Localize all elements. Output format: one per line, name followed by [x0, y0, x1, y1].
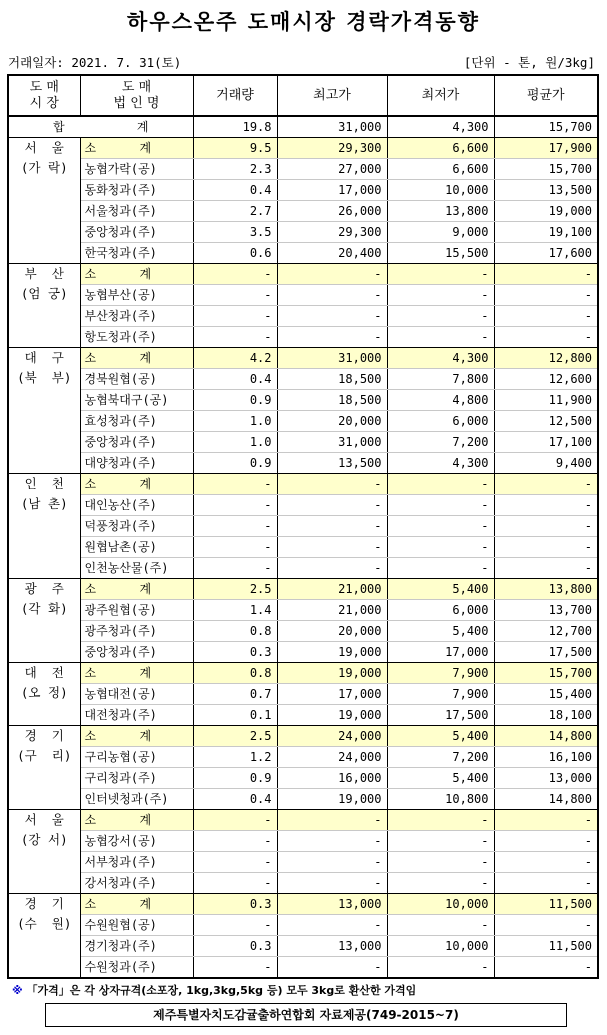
min-price-cell: 4,300	[387, 348, 494, 369]
min-price-cell: -	[387, 264, 494, 285]
volume-cell: -	[193, 264, 277, 285]
table-row	[8, 873, 598, 894]
min-price-cell: -	[387, 810, 494, 831]
corp-name: 부산청과(주)	[80, 306, 193, 327]
table-row	[8, 222, 598, 243]
total-min: 4,300	[387, 116, 494, 138]
avg-price-cell: 14,800	[494, 726, 598, 747]
avg-price-cell: 15,700	[494, 159, 598, 180]
table-row	[8, 768, 598, 789]
table-row	[8, 390, 598, 411]
header-max: 최고가	[277, 75, 387, 116]
corp-name: 원협남촌(공)	[80, 537, 193, 558]
min-price-cell: -	[387, 873, 494, 894]
avg-price-cell: 13,000	[494, 768, 598, 789]
trade-date: 거래일자: 2021. 7. 31(토)	[8, 55, 182, 70]
corp-name: 구리농협(공)	[80, 747, 193, 768]
min-price-cell: 6,000	[387, 411, 494, 432]
corp-name: 중앙청과(주)	[80, 432, 193, 453]
table-row	[8, 432, 598, 453]
max-price-cell: 17,000	[277, 180, 387, 201]
min-price-cell: 7,200	[387, 747, 494, 768]
corp-name: 농협가락(공)	[80, 159, 193, 180]
market-region: 서 울 (가 락)	[8, 138, 80, 264]
total-row	[8, 116, 598, 138]
min-price-cell: 6,600	[387, 159, 494, 180]
total-volume: 19.8	[193, 116, 277, 138]
table-row	[8, 831, 598, 852]
table-row	[8, 684, 598, 705]
max-price-cell: -	[277, 957, 387, 979]
min-price-cell: 10,000	[387, 894, 494, 915]
table-row	[8, 159, 598, 180]
avg-price-cell: 15,700	[494, 663, 598, 684]
max-price-cell: -	[277, 852, 387, 873]
min-price-cell: -	[387, 285, 494, 306]
max-price-cell: 21,000	[277, 600, 387, 621]
volume-cell: 2.3	[193, 159, 277, 180]
max-price-cell: 19,000	[277, 663, 387, 684]
corp-name: 서울청과(주)	[80, 201, 193, 222]
corp-name: 구리청과(주)	[80, 768, 193, 789]
avg-price-cell: 13,800	[494, 579, 598, 600]
price-table	[7, 74, 599, 979]
corp-name: 소 계	[80, 579, 193, 600]
volume-cell: 0.9	[193, 453, 277, 474]
table-row	[8, 621, 598, 642]
avg-price-cell: -	[494, 264, 598, 285]
volume-cell: 0.3	[193, 936, 277, 957]
table-row	[8, 852, 598, 873]
corp-name: 광주원협(공)	[80, 600, 193, 621]
min-price-cell: 9,000	[387, 222, 494, 243]
min-price-cell: 6,600	[387, 138, 494, 159]
volume-cell: 9.5	[193, 138, 277, 159]
max-price-cell: 19,000	[277, 705, 387, 726]
corp-name: 항도청과(주)	[80, 327, 193, 348]
volume-cell: 0.8	[193, 663, 277, 684]
min-price-cell: 5,400	[387, 621, 494, 642]
avg-price-cell: 17,100	[494, 432, 598, 453]
header-volume: 거래량	[193, 75, 277, 116]
volume-cell: -	[193, 915, 277, 936]
max-price-cell: 24,000	[277, 747, 387, 768]
min-price-cell: -	[387, 957, 494, 979]
min-price-cell: -	[387, 306, 494, 327]
avg-price-cell: 13,500	[494, 180, 598, 201]
avg-price-cell: 9,400	[494, 453, 598, 474]
avg-price-cell: 17,900	[494, 138, 598, 159]
table-row	[8, 705, 598, 726]
max-price-cell: -	[277, 264, 387, 285]
avg-price-cell: 17,500	[494, 642, 598, 663]
avg-price-cell: 12,500	[494, 411, 598, 432]
corp-name: 소 계	[80, 894, 193, 915]
min-price-cell: 17,000	[387, 642, 494, 663]
min-price-cell: 7,800	[387, 369, 494, 390]
volume-cell: -	[193, 558, 277, 579]
volume-cell: 2.5	[193, 579, 277, 600]
avg-price-cell: 13,700	[494, 600, 598, 621]
source-box: 제주특별자치도감귤출하연합회 자료제공(749-2015~7)	[45, 1003, 567, 1027]
avg-price-cell: -	[494, 327, 598, 348]
min-price-cell: -	[387, 831, 494, 852]
table-row	[8, 453, 598, 474]
max-price-cell: -	[277, 495, 387, 516]
corp-name: 광주청과(주)	[80, 621, 193, 642]
table-row	[8, 936, 598, 957]
volume-cell: 0.3	[193, 894, 277, 915]
table-row	[8, 369, 598, 390]
avg-price-cell: -	[494, 558, 598, 579]
max-price-cell: -	[277, 810, 387, 831]
min-price-cell: 10,800	[387, 789, 494, 810]
corp-name: 농협부산(공)	[80, 285, 193, 306]
corp-name: 소 계	[80, 663, 193, 684]
avg-price-cell: -	[494, 957, 598, 979]
table-row	[8, 600, 598, 621]
note-symbol: ※	[12, 984, 23, 997]
min-price-cell: 17,500	[387, 705, 494, 726]
volume-cell: -	[193, 285, 277, 306]
table-row	[8, 642, 598, 663]
subtotal-row	[8, 894, 598, 915]
market-region: 경 기 (구 리)	[8, 726, 80, 810]
page-title: 하우스온주 도매시장 경락가격동향	[127, 10, 480, 34]
corp-name: 경북원협(공)	[80, 369, 193, 390]
avg-price-cell: 19,100	[494, 222, 598, 243]
volume-cell: -	[193, 810, 277, 831]
avg-price-cell: 12,800	[494, 348, 598, 369]
volume-cell: 4.2	[193, 348, 277, 369]
corp-name: 중앙청과(주)	[80, 642, 193, 663]
min-price-cell: -	[387, 537, 494, 558]
volume-cell: -	[193, 327, 277, 348]
min-price-cell: 7,200	[387, 432, 494, 453]
max-price-cell: -	[277, 873, 387, 894]
min-price-cell: 10,000	[387, 936, 494, 957]
corp-name: 소 계	[80, 264, 193, 285]
volume-cell: 0.3	[193, 642, 277, 663]
volume-cell: 2.5	[193, 726, 277, 747]
volume-cell: -	[193, 537, 277, 558]
max-price-cell: 29,300	[277, 222, 387, 243]
corp-name: 소 계	[80, 810, 193, 831]
corp-name: 농협강서(공)	[80, 831, 193, 852]
avg-price-cell: 18,100	[494, 705, 598, 726]
avg-price-cell: 19,000	[494, 201, 598, 222]
max-price-cell: 20,400	[277, 243, 387, 264]
table-row	[8, 201, 598, 222]
volume-cell: 1.0	[193, 432, 277, 453]
volume-cell: 0.6	[193, 243, 277, 264]
max-price-cell: 31,000	[277, 348, 387, 369]
corp-name: 수원청과(주)	[80, 957, 193, 979]
table-row	[8, 285, 598, 306]
corp-name: 대양청과(주)	[80, 453, 193, 474]
max-price-cell: 21,000	[277, 579, 387, 600]
corp-name: 동화청과(주)	[80, 180, 193, 201]
max-price-cell: 29,300	[277, 138, 387, 159]
corp-name: 소 계	[80, 474, 193, 495]
subtotal-row	[8, 810, 598, 831]
market-region: 광 주 (각 화)	[8, 579, 80, 663]
market-region: 대 전 (오 정)	[8, 663, 80, 726]
volume-cell: -	[193, 306, 277, 327]
max-price-cell: -	[277, 474, 387, 495]
max-price-cell: 31,000	[277, 432, 387, 453]
avg-price-cell: -	[494, 915, 598, 936]
volume-cell: 1.0	[193, 411, 277, 432]
avg-price-cell: 12,700	[494, 621, 598, 642]
subtotal-row	[8, 348, 598, 369]
table-row	[8, 516, 598, 537]
max-price-cell: 26,000	[277, 201, 387, 222]
max-price-cell: -	[277, 285, 387, 306]
max-price-cell: 18,500	[277, 390, 387, 411]
table-row	[8, 957, 598, 979]
volume-cell: 2.7	[193, 201, 277, 222]
avg-price-cell: 12,600	[494, 369, 598, 390]
avg-price-cell: 15,400	[494, 684, 598, 705]
max-price-cell: 20,000	[277, 621, 387, 642]
min-price-cell: -	[387, 495, 494, 516]
corp-name: 덕풍청과(주)	[80, 516, 193, 537]
min-price-cell: 13,800	[387, 201, 494, 222]
corp-name: 인터넷청과(주)	[80, 789, 193, 810]
avg-price-cell: 11,900	[494, 390, 598, 411]
corp-name: 한국청과(주)	[80, 243, 193, 264]
volume-cell: -	[193, 852, 277, 873]
corp-name: 소 계	[80, 348, 193, 369]
note-text: 「가격」은 각 상자규격(소포장, 1kg,3kg,5kg 등) 모두 3kg로 환산한 가격임	[26, 984, 417, 997]
volume-cell: -	[193, 516, 277, 537]
volume-cell: 0.4	[193, 180, 277, 201]
min-price-cell: 10,000	[387, 180, 494, 201]
corp-name: 소 계	[80, 726, 193, 747]
header-avg: 평균가	[494, 75, 598, 116]
avg-price-cell: 16,100	[494, 747, 598, 768]
header-corp: 도 매 법 인 명	[80, 75, 193, 116]
subtotal-row	[8, 138, 598, 159]
total-avg: 15,700	[494, 116, 598, 138]
volume-cell: 1.4	[193, 600, 277, 621]
volume-cell: 0.1	[193, 705, 277, 726]
max-price-cell: 16,000	[277, 768, 387, 789]
min-price-cell: 15,500	[387, 243, 494, 264]
corp-name: 인천농산물(주)	[80, 558, 193, 579]
corp-name: 중앙청과(주)	[80, 222, 193, 243]
table-row	[8, 306, 598, 327]
table-row	[8, 915, 598, 936]
footnote	[12, 983, 416, 999]
max-price-cell: -	[277, 915, 387, 936]
max-price-cell: 13,500	[277, 453, 387, 474]
max-price-cell: -	[277, 327, 387, 348]
unit-label: [단위 - 톤, 원/3kg]	[463, 55, 595, 70]
corp-name: 강서청과(주)	[80, 873, 193, 894]
corp-name: 소 계	[80, 138, 193, 159]
table-row	[8, 243, 598, 264]
avg-price-cell: -	[494, 831, 598, 852]
subtotal-row	[8, 579, 598, 600]
volume-cell: 0.4	[193, 369, 277, 390]
volume-cell: 0.9	[193, 768, 277, 789]
subtotal-row	[8, 264, 598, 285]
avg-price-cell: -	[494, 285, 598, 306]
corp-name: 효성청과(주)	[80, 411, 193, 432]
total-max: 31,000	[277, 116, 387, 138]
table-row	[8, 747, 598, 768]
table-row	[8, 537, 598, 558]
volume-cell: -	[193, 474, 277, 495]
avg-price-cell: -	[494, 495, 598, 516]
volume-cell: -	[193, 495, 277, 516]
avg-price-cell: -	[494, 306, 598, 327]
market-region: 서 울 (강 서)	[8, 810, 80, 894]
min-price-cell: -	[387, 558, 494, 579]
corp-name: 수원원협(공)	[80, 915, 193, 936]
max-price-cell: -	[277, 831, 387, 852]
volume-cell: 1.2	[193, 747, 277, 768]
max-price-cell: 17,000	[277, 684, 387, 705]
max-price-cell: 13,000	[277, 936, 387, 957]
min-price-cell: 6,000	[387, 600, 494, 621]
min-price-cell: 7,900	[387, 663, 494, 684]
max-price-cell: -	[277, 558, 387, 579]
header-min: 최저가	[387, 75, 494, 116]
max-price-cell: -	[277, 537, 387, 558]
volume-cell: 3.5	[193, 222, 277, 243]
corp-name: 농협북대구(공)	[80, 390, 193, 411]
max-price-cell: -	[277, 516, 387, 537]
volume-cell: -	[193, 831, 277, 852]
corp-name: 서부청과(주)	[80, 852, 193, 873]
corp-name: 경기청과(주)	[80, 936, 193, 957]
avg-price-cell: 11,500	[494, 936, 598, 957]
subtotal-row	[8, 726, 598, 747]
max-price-cell: 13,000	[277, 894, 387, 915]
avg-price-cell: 14,800	[494, 789, 598, 810]
max-price-cell: 20,000	[277, 411, 387, 432]
min-price-cell: -	[387, 327, 494, 348]
min-price-cell: 4,800	[387, 390, 494, 411]
table-row	[8, 180, 598, 201]
min-price-cell: 5,400	[387, 726, 494, 747]
total-label: 합 계	[8, 116, 193, 138]
table-row	[8, 411, 598, 432]
table-row	[8, 327, 598, 348]
market-region: 인 천 (남 촌)	[8, 474, 80, 579]
market-region: 경 기 (수 원)	[8, 894, 80, 979]
table-row	[8, 789, 598, 810]
volume-cell: 0.4	[193, 789, 277, 810]
volume-cell: -	[193, 957, 277, 979]
min-price-cell: 4,300	[387, 453, 494, 474]
max-price-cell: -	[277, 306, 387, 327]
max-price-cell: 27,000	[277, 159, 387, 180]
min-price-cell: -	[387, 915, 494, 936]
header-row	[8, 75, 598, 116]
min-price-cell: 5,400	[387, 768, 494, 789]
max-price-cell: 19,000	[277, 642, 387, 663]
volume-cell: 0.9	[193, 390, 277, 411]
volume-cell: 0.8	[193, 621, 277, 642]
min-price-cell: 7,900	[387, 684, 494, 705]
avg-price-cell: -	[494, 810, 598, 831]
table-row	[8, 558, 598, 579]
header-market: 도 매 시 장	[8, 75, 80, 116]
max-price-cell: 19,000	[277, 789, 387, 810]
table-row	[8, 495, 598, 516]
avg-price-cell: -	[494, 474, 598, 495]
corp-name: 농협대전(공)	[80, 684, 193, 705]
avg-price-cell: 11,500	[494, 894, 598, 915]
min-price-cell: -	[387, 474, 494, 495]
volume-cell: 0.7	[193, 684, 277, 705]
avg-price-cell: -	[494, 852, 598, 873]
volume-cell: -	[193, 873, 277, 894]
market-region: 대 구 (북 부)	[8, 348, 80, 474]
min-price-cell: -	[387, 516, 494, 537]
corp-name: 대전청과(주)	[80, 705, 193, 726]
max-price-cell: 24,000	[277, 726, 387, 747]
avg-price-cell: -	[494, 537, 598, 558]
min-price-cell: 5,400	[387, 579, 494, 600]
subtotal-row	[8, 663, 598, 684]
avg-price-cell: -	[494, 873, 598, 894]
avg-price-cell: -	[494, 516, 598, 537]
avg-price-cell: 17,600	[494, 243, 598, 264]
subtotal-row	[8, 474, 598, 495]
max-price-cell: 18,500	[277, 369, 387, 390]
min-price-cell: -	[387, 852, 494, 873]
corp-name: 대인농산(주)	[80, 495, 193, 516]
market-region: 부 산 (엄 궁)	[8, 264, 80, 348]
